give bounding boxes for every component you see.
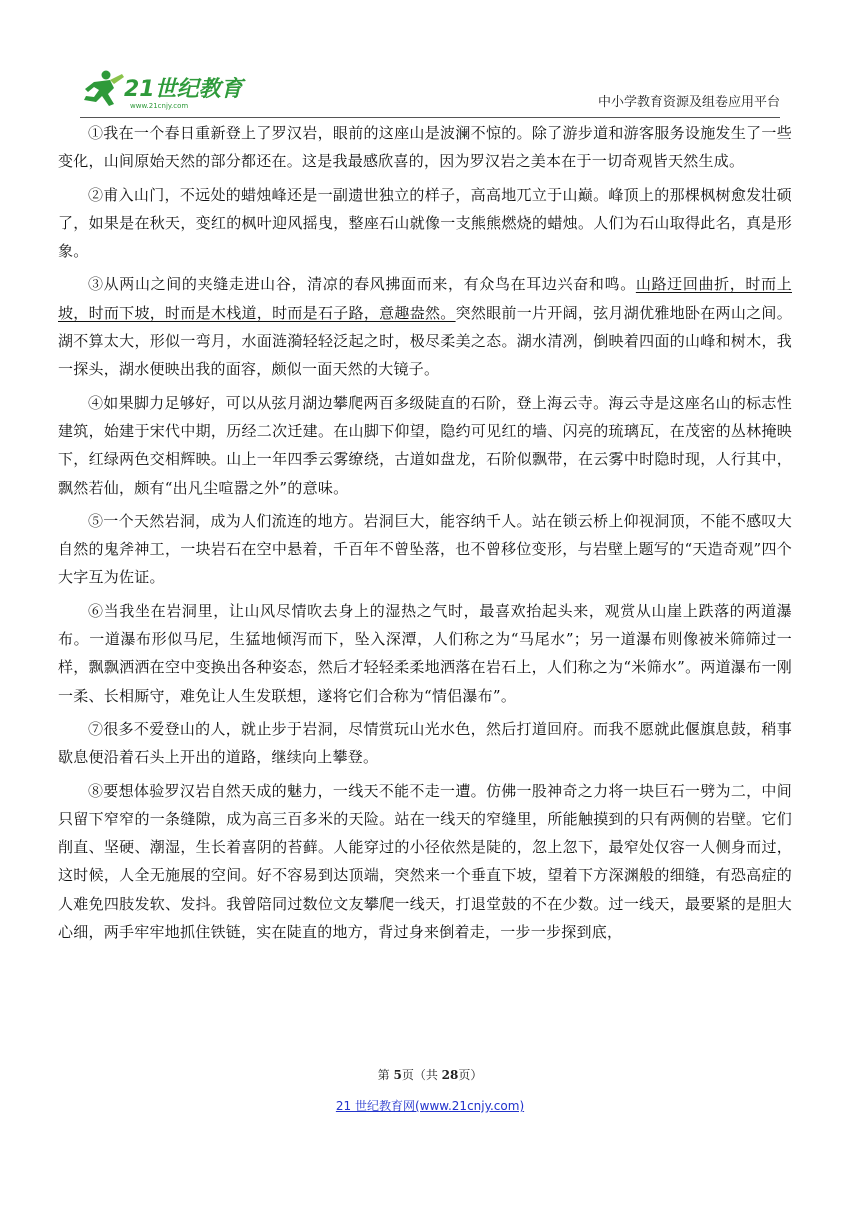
page-middle: 页（共 [401,1068,442,1082]
site-logo[interactable] [80,68,260,112]
current-page: 5 [393,1068,402,1082]
paragraph-8: ⑧要想体验罗汉岩自然天成的魅力，一线天不能不走一遭。仿佛一股神奇之力将一块巨石一劈为二，中间只留下窄窄的一条缝隙，成为高三百多米的天险。站在一线天的窄缝里，所能触摸到的只有两侧的岩壁。它们削直、坚硬、潮湿，生长着喜阴的苔藓。人能穿过的小径依然是陡的，忽上忽下，最窄处仅容一人侧身而过，这时候，人全无施展的空间。好不容易到达顶端，突然来一个垂直下坡，望着下方深渊般的细缝，有恐高症的人难免四肢发软、发抖。我曾陪同过数位文友攀爬一线天，打退堂鼓的不在少数。过一线天，最要紧的是胆大心细，两手牢牢地抓住铁链，实在陡直的地方，背过身来倒着走，一步一步探到底， [58,781,792,942]
logo-url: www.21cnjy.com [130,102,189,110]
page-suffix: 页） [458,1068,483,1082]
total-pages: 28 [441,1068,459,1082]
paragraph-3 [58,270,792,383]
paragraph-6: ⑥当我坐在岩洞里，让山风尽情吹去身上的湿热之气时，最喜欢抬起头来，观赏从山崖上跌落的两道瀑布。一道瀑布形似马尼，生猛地倾泻而下，坠入深潭，人们称之为“马尾水”；另一道瀑布则像被米筛筛过一样，飘飘洒洒在空中变换出各种姿态，然后才轻轻柔柔地洒落在岩石上，人们称之为“米筛水”。两道瀑布一刚一柔、长相厮守，难免让人生发联想，遂将它们合称为“情侣瀑布”。 [58,601,792,705]
footer-site-link[interactable]: 21 世纪教育网(www.21cnjy.com) [335,1099,525,1113]
header-divider [80,117,780,118]
logo-title: 21世纪教育 [124,77,243,102]
paragraph-5: ⑤一个天然岩洞，成为人们流连的地方。岩洞巨大，能容纳千人。站在锁云桥上仰视洞顶，不能不感叹大自然的鬼斧神工，一块岩石在空中悬着，千百年不曾坠落，也不曾移位变形，与岩壁上题写的“天造奇观”四个大字互为佐证。 [58,511,792,587]
article-body [58,119,792,951]
page-header [80,64,780,118]
running-man-icon [84,71,124,107]
page-prefix: 第 [377,1068,394,1082]
paragraph-4: ④如果脚力足够好，可以从弦月湖边攀爬两百多级陡直的石阶，登上海云寺。海云寺是这座名山的标志性建筑，始建于宋代中期，历经二次迁建。在山脚下仰望，隐约可见红的墙、闪亮的琉璃瓦，在茂密的丛林掩映下，红绿两色交相辉映。山上一年四季云雾缭绕，古道如盘龙，石阶似飘带，在云雾中时隐时现，人行其中，飘然若仙，颇有“出凡尘喧嚣之外”的意味。 [58,393,792,497]
paragraph-1: ①我在一个春日重新登上了罗汉岩，眼前的这座山是波澜不惊的。除了游步道和游客服务设施发生了一些变化，山间原始天然的部分都还在。这是我最感欣喜的，因为罗汉岩之美本在于一切奇观皆天然生成。 [58,124,792,171]
platform-name: 中小学教育资源及组卷应用平台 [597,95,780,110]
paragraph-3-rest: 突然眼前一片开阔，弦月湖优雅地卧在两山之间。湖不算太大，形似一弯月，水面涟漪轻轻泛起之时，极尽柔美之态。湖水清冽，倒映着四面的山峰和树木，我一探头，湖水便映出我的面容，颇似一面天然的大镜子。 [58,303,792,379]
page-number [0,1066,860,1083]
paragraph-3-intro: ③从两山之间的夹缝走进山谷，清凉的春风拂面而来，有众鸟在耳边兴奋和鸣。 [88,275,636,294]
underlined-sentence: 山路迂回曲折，时而上坡，时而下坡，时而是木栈道，时而是石子路，意趣盎然。 [58,275,792,322]
paragraph-7: ⑦很多不爱登山的人，就止步于岩洞，尽情赏玩山光水色，然后打道回府。而我不愿就此偃旗息鼓，稍事歇息便沿着石头上开出的道路，继续向上攀登。 [58,719,792,767]
paragraph-2: ②甫入山门，不远处的蜡烛峰还是一副遗世独立的样子，高高地兀立于山巅。峰顶上的那棵枫树愈发壮硕了，如果是在秋天，变红的枫叶迎风摇曳，整座石山就像一支熊熊燃烧的蜡烛。人们为石山取得此名，真是形象。 [58,185,792,261]
